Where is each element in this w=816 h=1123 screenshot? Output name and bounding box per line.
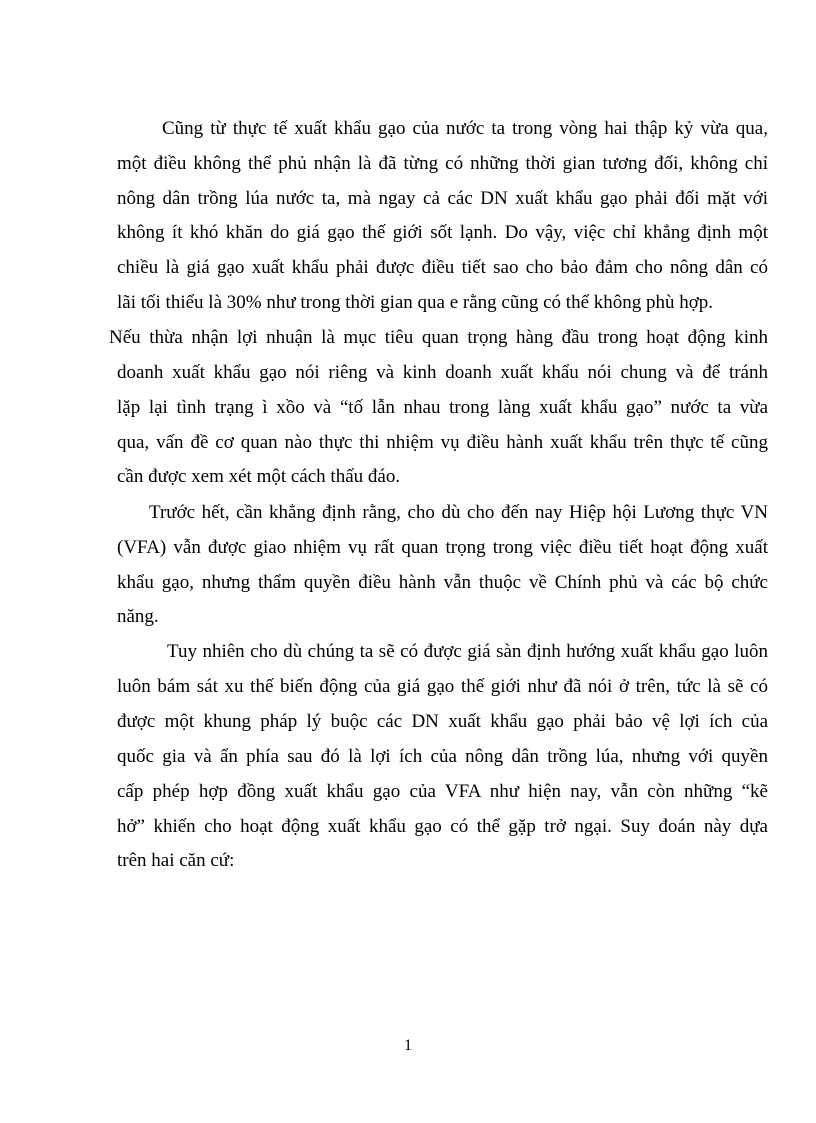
text-line: lãi tối thiểu là 30% như trong thời gian qua e rằng cũng có thể không phù hợp. <box>117 292 714 313</box>
text-line: năng. <box>117 606 159 627</box>
text-line: Trước hết, cần khẳng định rằng, cho dù cho đến nay Hiệp hội Lương thực VN <box>149 502 768 523</box>
text-line: một điều không thể phủ nhận là đã từng có những thời gian tương đối, không chỉ <box>117 153 768 174</box>
text-line: khẩu gạo, nhưng thẩm quyền điều hành vẫn thuộc về Chính phủ và các bộ chức <box>117 572 768 593</box>
page-number: 1 <box>404 1037 412 1054</box>
text-line: Nếu thừa nhận lợi nhuận là mục tiêu quan trọng hàng đầu trong hoạt động kinh <box>109 327 768 348</box>
text-line: luôn bám sát xu thế biến động của giá gạo thế giới như đã nói ở trên, tức là sẽ có <box>117 676 768 697</box>
text-line: được một khung pháp lý buộc các DN xuất khẩu gạo phải bảo vệ lợi ích của <box>117 711 768 732</box>
text-line: hở” khiến cho hoạt động xuất khẩu gạo có thể gặp trở ngại. Suy đoán này dựa <box>117 816 768 837</box>
text-line: Cũng từ thực tế xuất khẩu gạo của nước ta trong vòng hai thập kỷ vừa qua, <box>162 118 768 139</box>
text-line: chiều là giá gạo xuất khẩu phải được điều tiết sao cho bảo đảm cho nông dân có <box>117 257 768 278</box>
text-line: quốc gia và ẩn phía sau đó là lợi ích của nông dân trồng lúa, nhưng với quyền <box>117 746 768 767</box>
text-line: không ít khó khăn do giá gạo thế giới sốt lạnh. Do vậy, việc chỉ khẳng định một <box>117 222 768 243</box>
text-line: doanh xuất khẩu gạo nói riêng và kinh doanh xuất khẩu nói chung và để tránh <box>117 362 768 383</box>
text-line: cần được xem xét một cách thấu đáo. <box>117 466 401 487</box>
text-line: Tuy nhiên cho dù chúng ta sẽ có được giá sàn định hướng xuất khẩu gạo luôn <box>167 641 768 662</box>
text-line: cấp phép hợp đồng xuất khẩu gạo của VFA như hiện nay, vẫn còn những “kẽ <box>117 781 768 802</box>
text-line: qua, vấn đề cơ quan nào thực thi nhiệm vụ điều hành xuất khẩu trên thực tế cũng <box>117 432 768 453</box>
text-line: lặp lại tình trạng ì xồo và “tố lẫn nhau trong làng xuất khẩu gạo” nước ta vừa <box>117 397 768 418</box>
text-line: trên hai căn cứ: <box>117 850 235 871</box>
text-line: (VFA) vẫn được giao nhiệm vụ rất quan trọng trong việc điều tiết hoạt động xuất <box>117 537 768 558</box>
text-line: nông dân trồng lúa nước ta, mà ngay cả các DN xuất khẩu gạo phải đối mặt với <box>117 188 768 209</box>
